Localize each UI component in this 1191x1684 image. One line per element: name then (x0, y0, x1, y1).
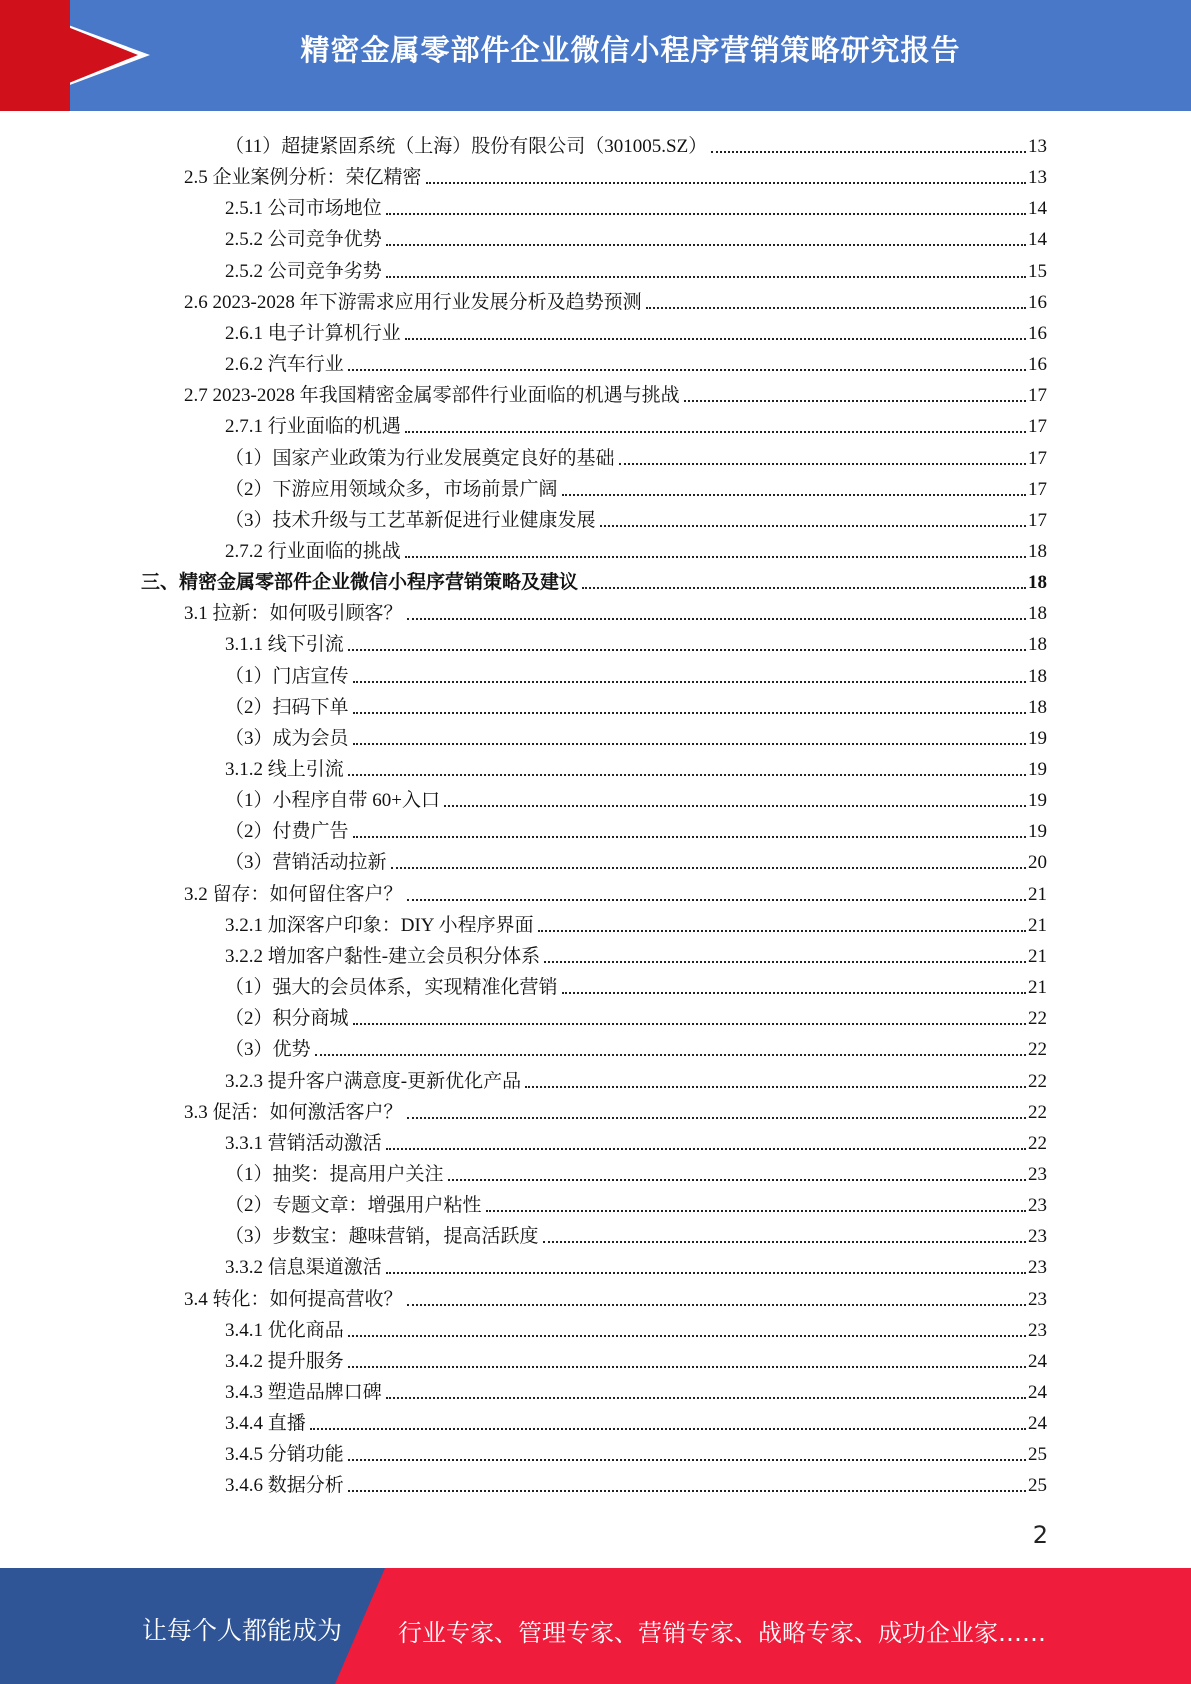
page-header (0, 0, 1191, 111)
toc-entry-page: 23 (1028, 1226, 1047, 1248)
toc-entry-page: 18 (1028, 603, 1047, 625)
toc-dot-leader (353, 712, 1026, 714)
toc-entry-page: 13 (1028, 167, 1047, 189)
toc-dot-leader (619, 463, 1026, 465)
toc-entry-page: 25 (1028, 1475, 1047, 1497)
toc-entry-page: 19 (1028, 821, 1047, 843)
toc-entry-label: （3）营销活动拉新 (225, 852, 387, 874)
toc-dot-leader (538, 930, 1026, 932)
toc-dot-leader (386, 244, 1026, 246)
toc-entry-label: 3.3.2 信息渠道激活 (225, 1257, 382, 1279)
toc-entry-label: 2.5 企业案例分析：荣亿精密 (184, 167, 422, 189)
toc-entry[interactable] (225, 1404, 1047, 1435)
toc-entry-page: 24 (1028, 1382, 1047, 1403)
toc-entry-label: （1）小程序自带 60+入口 (225, 790, 440, 812)
toc-entry-label: （3）优势 (225, 1039, 311, 1061)
toc-entry-label: 2.6 2023-2028 年下游需求应用行业发展分析及趋势预测 (184, 291, 642, 313)
toc-entry-label: （2）付费广告 (225, 821, 349, 843)
toc-dot-leader (405, 431, 1026, 433)
toc-entry-label: 2.7.2 行业面临的挑战 (225, 540, 401, 562)
toc-entry[interactable] (225, 252, 1047, 283)
toc-dot-leader (348, 649, 1026, 651)
toc-dot-leader (407, 618, 1026, 620)
toc-entry[interactable] (184, 376, 1047, 407)
toc-entry-page: 23 (1028, 1257, 1047, 1279)
toc-entry-label: 3.4.3 塑造品牌口碑 (225, 1382, 382, 1403)
toc-dot-leader (448, 1179, 1026, 1181)
toc-dot-leader (711, 151, 1026, 153)
toc-entry[interactable] (225, 407, 1047, 438)
toc-dot-leader (315, 1054, 1026, 1056)
toc-entry-label: （1）抽奖：提高用户关注 (225, 1163, 444, 1185)
toc-entry[interactable] (225, 781, 1047, 812)
toc-entry-page: 25 (1028, 1444, 1047, 1466)
toc-entry[interactable] (225, 345, 1047, 376)
toc-entry-page: 17 (1028, 478, 1047, 500)
toc-entry[interactable] (225, 1062, 1047, 1093)
toc-entry[interactable] (225, 843, 1047, 874)
toc-entry[interactable] (225, 999, 1047, 1030)
toc-dot-leader (348, 1459, 1026, 1461)
toc-dot-leader (348, 1335, 1026, 1337)
toc-dot-leader (444, 805, 1026, 807)
header-chevron-red (0, 0, 138, 111)
toc-entry-label: （1）国家产业政策为行业发展奠定良好的基础 (225, 447, 615, 469)
toc-entry-page: 14 (1028, 229, 1047, 251)
footer-slogan-right: 行业专家、管理专家、营销专家、战略专家、成功企业家…… (398, 1619, 1046, 1647)
toc-entry-label: 三、精密金属零部件企业微信小程序营销策略及建议 (141, 572, 579, 594)
toc-entry-page: 19 (1028, 727, 1047, 749)
toc-entry-label: （11）超捷紧固系统（上海）股份有限公司（301005.SZ） (225, 136, 708, 157)
toc-entry-label: 3.2.2 增加客户黏性-建立会员积分体系 (225, 945, 541, 967)
toc-entry-label: 3.1 拉新：如何吸引顾客？ (184, 603, 403, 625)
toc-entry[interactable] (225, 937, 1047, 968)
toc-entry[interactable] (225, 220, 1047, 251)
toc-entry[interactable] (225, 750, 1047, 781)
toc-entry[interactable] (184, 158, 1047, 189)
toc-entry-label: 3.4.1 优化商品 (225, 1319, 344, 1341)
toc-entry[interactable] (225, 1311, 1047, 1342)
footer-slogan-left: 让每个人都能成为 (142, 1616, 343, 1645)
toc-dot-leader (405, 338, 1026, 340)
toc-dot-leader (353, 1023, 1026, 1025)
toc-entry[interactable] (225, 812, 1047, 843)
toc-entry-label: 2.7 2023-2028 年我国精密金属零部件行业面临的机遇与挑战 (184, 385, 680, 407)
toc-dot-leader (348, 774, 1026, 776)
toc-dot-leader (348, 1490, 1026, 1492)
toc-entry-label: （2）下游应用领域众多，市场前景广阔 (225, 478, 558, 500)
toc-entry[interactable] (141, 563, 1047, 594)
toc-entry-page: 17 (1028, 385, 1047, 407)
toc-dot-leader (407, 1117, 1026, 1119)
toc-entry-label: 3.1.2 线上引流 (225, 759, 344, 780)
toc-entry-page: 19 (1028, 790, 1047, 812)
toc-entry[interactable] (225, 127, 1047, 158)
toc-dot-leader (684, 400, 1026, 402)
toc-dot-leader (582, 587, 1026, 589)
toc-entry-page: 18 (1028, 572, 1047, 594)
page-number: 2 (1032, 1521, 1048, 1549)
toc-entry-label: 2.7.1 行业面临的机遇 (225, 416, 401, 438)
toc-dot-leader (353, 743, 1026, 745)
toc-entry-label: 3.2.1 加深客户印象：DIY 小程序界面 (225, 914, 534, 936)
toc-entry[interactable] (225, 501, 1047, 532)
toc-dot-leader (391, 867, 1026, 869)
toc-entry[interactable] (225, 189, 1047, 220)
toc-entry-label: （1）门店宣传 (225, 665, 349, 687)
toc-entry-label: 2.6.2 汽车行业 (225, 354, 344, 376)
toc-dot-leader (525, 1086, 1026, 1088)
toc-dot-leader (646, 307, 1026, 309)
toc-entry-page: 14 (1028, 198, 1047, 220)
toc-dot-leader (562, 494, 1026, 496)
toc-entry-label: 3.1.1 线下引流 (225, 634, 344, 656)
toc-entry-label: （3）成为会员 (225, 727, 349, 749)
toc-entry-page: 18 (1028, 665, 1047, 687)
toc-entry-page: 23 (1028, 1163, 1047, 1185)
toc-entry[interactable] (225, 1248, 1047, 1279)
toc-entry[interactable] (225, 719, 1047, 750)
toc-entry-label: 3.4.4 直播 (225, 1413, 306, 1435)
toc-entry-page: 15 (1028, 260, 1047, 282)
toc-dot-leader (353, 681, 1026, 683)
toc-entry[interactable] (225, 1030, 1047, 1061)
toc-entry[interactable] (225, 1124, 1047, 1155)
toc-entry[interactable] (225, 439, 1047, 470)
toc-entry-page: 16 (1028, 291, 1047, 313)
toc-entry-label: 2.5.2 公司竞争优势 (225, 229, 382, 251)
toc-entry-label: 2.5.1 公司市场地位 (225, 198, 382, 220)
toc-entry-page: 24 (1028, 1350, 1047, 1372)
toc-dot-leader (310, 1428, 1026, 1430)
toc-entry-page: 24 (1028, 1413, 1047, 1435)
toc-entry-page: 16 (1028, 322, 1047, 344)
toc-entry-label: 3.2.3 提升客户满意度-更新优化产品 (225, 1070, 522, 1092)
toc-entry[interactable] (225, 906, 1047, 937)
toc-entry-page: 17 (1028, 416, 1047, 438)
toc-dot-leader (543, 1241, 1026, 1243)
toc-entry[interactable] (225, 1373, 1047, 1404)
page-footer (0, 1568, 1191, 1684)
toc-entry[interactable] (184, 283, 1047, 314)
toc-entry-page: 22 (1028, 1132, 1047, 1154)
toc-dot-leader (544, 961, 1026, 963)
toc-entry-label: 2.5.2 公司竞争劣势 (225, 260, 382, 282)
toc-entry-label: 3.4.5 分销功能 (225, 1444, 344, 1466)
toc-dot-leader (348, 369, 1026, 371)
toc-entry[interactable] (225, 625, 1047, 656)
toc-entry-page: 23 (1028, 1319, 1047, 1341)
toc-entry[interactable] (225, 1435, 1047, 1466)
toc-entry-page: 17 (1028, 509, 1047, 531)
toc-dot-leader (405, 556, 1026, 558)
toc-entry-label: （2）扫码下单 (225, 696, 349, 718)
toc-entry[interactable] (225, 688, 1047, 719)
toc-entry-page: 21 (1028, 914, 1047, 936)
toc-dot-leader (407, 1304, 1026, 1306)
toc-entry-page: 21 (1028, 883, 1047, 905)
toc-entry-label: 3.4.6 数据分析 (225, 1475, 344, 1497)
header-title: 精密金属零部件企业微信小程序营销策略研究报告 (300, 33, 961, 67)
toc-entry[interactable] (184, 875, 1047, 906)
toc-entry[interactable] (225, 968, 1047, 999)
toc-entry[interactable] (225, 314, 1047, 345)
toc-entry[interactable] (225, 470, 1047, 501)
toc-entry-page: 21 (1028, 945, 1047, 967)
toc-entry-label: （3）技术升级与工艺革新促进行业健康发展 (225, 509, 596, 531)
toc-entry-page: 18 (1028, 696, 1047, 718)
toc-entry[interactable] (184, 1093, 1047, 1124)
toc-dot-leader (386, 1397, 1026, 1399)
toc-entry-page: 19 (1028, 759, 1047, 780)
toc-dot-leader (386, 276, 1026, 278)
toc-entry-page: 22 (1028, 1101, 1047, 1123)
toc-entry[interactable] (225, 532, 1047, 563)
toc-dot-leader (348, 1366, 1026, 1368)
toc-entry-label: 3.4.2 提升服务 (225, 1350, 344, 1372)
toc-entry-label: 3.3 促活：如何激活客户？ (184, 1101, 403, 1123)
toc-entry-page: 22 (1028, 1070, 1047, 1092)
toc-entry-label: （3）步数宝：趣味营销，提高活跃度 (225, 1226, 539, 1248)
toc-entry[interactable] (184, 594, 1047, 625)
toc-entry-page: 17 (1028, 447, 1047, 469)
toc-entry-page: 13 (1028, 136, 1047, 157)
toc-entry-page: 16 (1028, 354, 1047, 376)
toc-entry-page: 21 (1028, 977, 1047, 999)
toc-entry-page: 22 (1028, 1008, 1047, 1030)
toc-dot-leader (386, 213, 1026, 215)
toc-entry-page: 22 (1028, 1039, 1047, 1061)
toc-entry-label: 3.2 留存：如何留住客户？ (184, 883, 403, 905)
toc-entry-page: 18 (1028, 540, 1047, 562)
toc-entry[interactable] (225, 1186, 1047, 1217)
toc-entry-label: 2.6.1 电子计算机行业 (225, 322, 401, 344)
toc-dot-leader (486, 1210, 1026, 1212)
toc-entry[interactable] (225, 1342, 1047, 1373)
toc-entry-label: 3.4 转化：如何提高营收？ (184, 1288, 403, 1310)
toc-entry[interactable] (184, 1280, 1047, 1311)
toc-dot-leader (562, 992, 1026, 994)
toc-entry-page: 23 (1028, 1288, 1047, 1310)
toc-dot-leader (426, 182, 1026, 184)
toc-entry[interactable] (225, 1155, 1047, 1186)
toc-entry[interactable] (225, 1466, 1047, 1497)
toc-entry[interactable] (225, 657, 1047, 688)
toc-dot-leader (386, 1272, 1026, 1274)
toc-entry-label: （1）强大的会员体系，实现精准化营销 (225, 977, 558, 999)
toc-dot-leader (353, 836, 1026, 838)
toc-entry-label: （2）积分商城 (225, 1008, 349, 1030)
toc-entry-page: 20 (1028, 852, 1047, 874)
toc-dot-leader (386, 1148, 1026, 1150)
toc-entry-page: 18 (1028, 634, 1047, 656)
toc-dot-leader (407, 899, 1026, 901)
toc-dot-leader (600, 525, 1026, 527)
toc-entry[interactable] (225, 1217, 1047, 1248)
toc-entry-label: （2）专题文章：增强用户粘性 (225, 1195, 482, 1217)
toc-entry-label: 3.3.1 营销活动激活 (225, 1132, 382, 1154)
toc-entry-page: 23 (1028, 1195, 1047, 1217)
